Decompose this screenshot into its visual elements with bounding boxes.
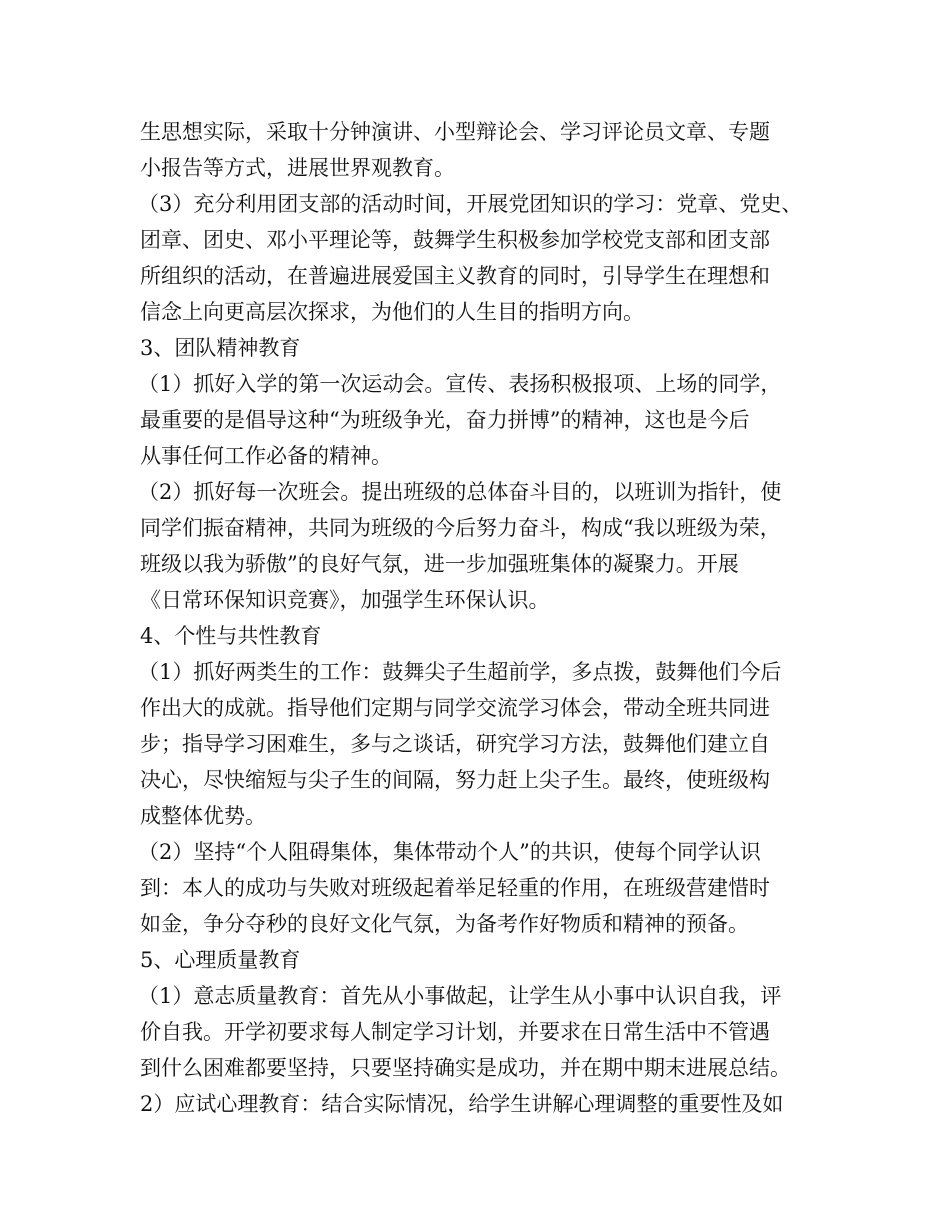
text-line: 步；指导学习困难生，多与之谈话，研究学习方法，鼓舞他们建立自 xyxy=(140,732,770,756)
text-line: 小报告等方式，进展世界观教育。 xyxy=(140,156,455,180)
section-heading: 4、个性与共性教育 xyxy=(140,624,322,648)
text-line: 班级以我为骄傲”的良好气氛，进一步加强班集体的凝聚力。开展 xyxy=(140,552,739,576)
text-line: 团章、团史、邓小平理论等，鼓舞学生积极参加学校党支部和团支部 xyxy=(140,228,770,252)
text-line: 作出大的成就。指导他们定期与同学交流学习体会，带动全班共同进 xyxy=(140,696,770,720)
text-line: 如金，争分夺秒的良好文化气氛，为备考作好物质和精神的预备。 xyxy=(140,912,749,936)
text-line: 2）应试心理教育：结合实际情况，给学生讲解心理调整的重要性及如 xyxy=(140,1092,784,1116)
text-line: 《日常环保知识竞赛》，加强学生环保认识。 xyxy=(140,588,550,612)
text-line: （1）抓好两类生的工作：鼓舞尖子生超前学，多点拨，鼓舞他们今后 xyxy=(138,660,782,684)
text-line: 所组织的活动，在普遍进展爱国主义教育的同时，引导学生在理想和 xyxy=(140,264,770,288)
text-line: 决心，尽快缩短与尖子生的间隔，努力赶上尖子生。最终，使班级构 xyxy=(140,768,770,792)
document-body xyxy=(140,114,830,1122)
text-line: （2）抓好每一次班会。提出班级的总体奋斗目的，以班训为指针，使 xyxy=(138,480,782,504)
section-heading: 5、心理质量教育 xyxy=(140,948,301,972)
text-line: 生思想实际，采取十分钟演讲、小型辩论会、学习评论员文章、专题 xyxy=(140,120,770,144)
text-line: 到什么困难都要坚持，只要坚持确实是成功，并在期中期末进展总结。 xyxy=(140,1056,791,1080)
text-line: 最重要的是倡导这种“为班级争光，奋力拼博”的精神，这也是今后 xyxy=(140,408,750,432)
text-line: 到：本人的成功与失败对班级起着举足轻重的作用，在班级营建惜时 xyxy=(140,876,770,900)
text-line: （1）抓好入学的第一次运动会。宣传、表扬积极报项、上场的同学， xyxy=(138,372,782,396)
text-line: 价自我。开学初要求每人制定学习计划，并要求在日常生活中不管遇 xyxy=(140,1020,770,1044)
text-line: 成整体优势。 xyxy=(140,804,266,828)
text-line: 从事任何工作必备的精神。 xyxy=(140,444,392,468)
text-line: （3）充分利用团支部的活动时间，开展党团知识的学习：党章、党史、 xyxy=(138,192,803,216)
section-heading: 3、团队精神教育 xyxy=(140,336,301,360)
text-line: （2）坚持“个人阻碍集体，集体带动个人”的共识，使每个同学认识 xyxy=(138,840,761,864)
text-line: （1）意志质量教育：首先从小事做起，让学生从小事中认识自我，评 xyxy=(138,984,782,1008)
text-line: 同学们振奋精神，共同为班级的今后努力奋斗，构成“我以班级为荣， xyxy=(140,516,781,540)
text-line: 信念上向更高层次探求，为他们的人生目的指明方向。 xyxy=(140,300,644,324)
